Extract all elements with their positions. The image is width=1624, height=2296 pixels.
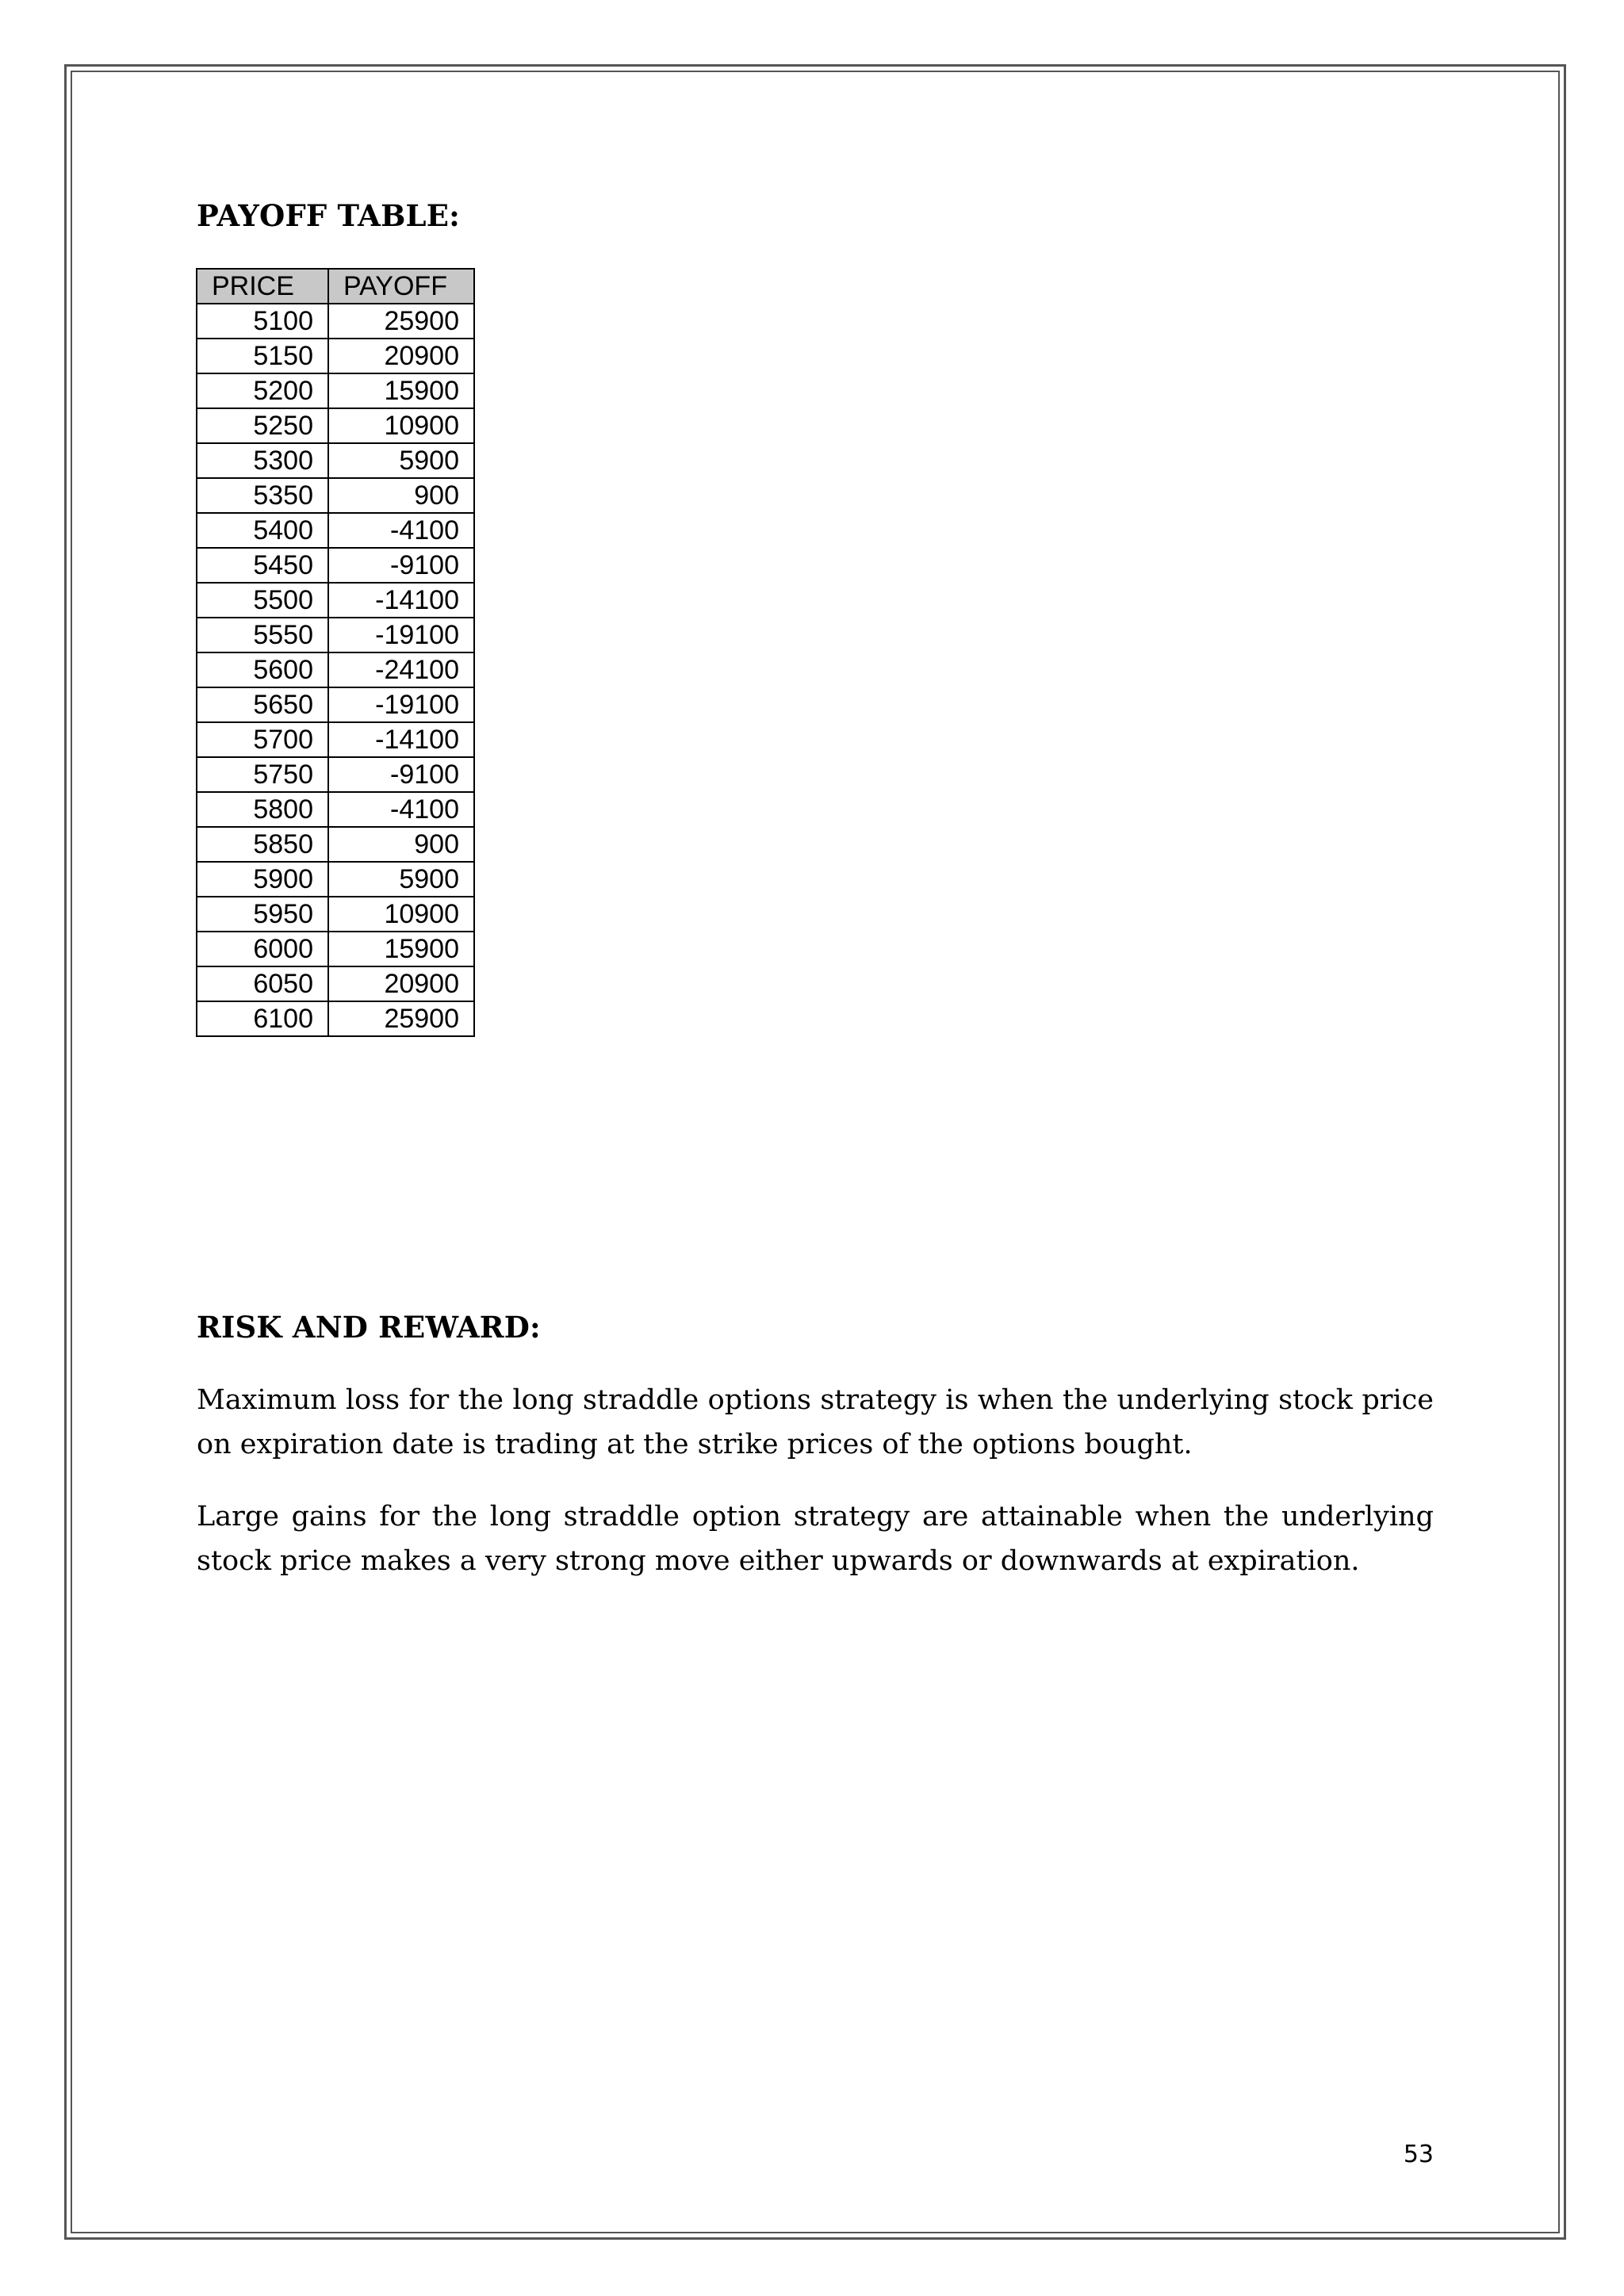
table-row xyxy=(197,548,474,583)
table-row xyxy=(197,339,474,373)
price-cell: 5900 xyxy=(197,862,328,897)
payoff-cell: -4100 xyxy=(328,513,474,548)
payoff-table-body xyxy=(197,304,474,1036)
table-row xyxy=(197,827,474,862)
table-row xyxy=(197,966,474,1001)
payoff-cell: 10900 xyxy=(328,408,474,443)
price-cell: 5250 xyxy=(197,408,328,443)
payoff-cell: -9100 xyxy=(328,757,474,792)
page-number: 53 xyxy=(1403,2141,1434,2168)
price-cell: 5400 xyxy=(197,513,328,548)
table-row xyxy=(197,932,474,966)
payoff-cell: 25900 xyxy=(328,1001,474,1036)
table-row xyxy=(197,897,474,932)
price-cell: 5650 xyxy=(197,687,328,722)
table-row xyxy=(197,443,474,478)
payoff-table xyxy=(196,268,475,1037)
table-header-row xyxy=(197,269,474,304)
payoff-cell: 5900 xyxy=(328,862,474,897)
large-gains-paragraph: Large gains for the long straddle option strategy are attainable when the underlying stock price makes a very strong move either upwards or downwards at expiration. xyxy=(197,1501,1434,1577)
payoff-cell: -24100 xyxy=(328,652,474,687)
payoff-cell: -19100 xyxy=(328,687,474,722)
payoff-column-header: PAYOFF xyxy=(328,269,474,304)
payoff-cell: 15900 xyxy=(328,932,474,966)
price-cell: 6050 xyxy=(197,966,328,1001)
table-row xyxy=(197,583,474,618)
payoff-cell: 20900 xyxy=(328,966,474,1001)
payoff-table-heading: PAYOFF TABLE: xyxy=(197,198,461,233)
payoff-cell: 25900 xyxy=(328,304,474,339)
price-cell: 5100 xyxy=(197,304,328,339)
price-column-header: PRICE xyxy=(197,269,328,304)
price-cell: 5950 xyxy=(197,897,328,932)
price-cell: 5450 xyxy=(197,548,328,583)
max-loss-paragraph: Maximum loss for the long straddle options strategy is when the underlying stock price on expiration date is trading at the strike prices of the options bought. xyxy=(197,1384,1434,1460)
price-cell: 5750 xyxy=(197,757,328,792)
table-row xyxy=(197,408,474,443)
table-row xyxy=(197,722,474,757)
payoff-cell: 15900 xyxy=(328,373,474,408)
price-cell: 6100 xyxy=(197,1001,328,1036)
price-cell: 5550 xyxy=(197,618,328,652)
payoff-cell: 900 xyxy=(328,827,474,862)
table-row xyxy=(197,1001,474,1036)
payoff-cell: -19100 xyxy=(328,618,474,652)
payoff-cell: -14100 xyxy=(328,722,474,757)
table-row xyxy=(197,792,474,827)
table-row xyxy=(197,513,474,548)
payoff-cell: -14100 xyxy=(328,583,474,618)
price-cell: 5850 xyxy=(197,827,328,862)
price-cell: 6000 xyxy=(197,932,328,966)
table-row xyxy=(197,618,474,652)
table-row xyxy=(197,652,474,687)
price-cell: 5350 xyxy=(197,478,328,513)
price-cell: 5300 xyxy=(197,443,328,478)
payoff-cell: 900 xyxy=(328,478,474,513)
payoff-cell: 5900 xyxy=(328,443,474,478)
risk-reward-heading: RISK AND REWARD: xyxy=(197,1310,541,1345)
payoff-cell: 10900 xyxy=(328,897,474,932)
table-row xyxy=(197,862,474,897)
price-cell: 5700 xyxy=(197,722,328,757)
payoff-cell: 20900 xyxy=(328,339,474,373)
payoff-cell: -4100 xyxy=(328,792,474,827)
table-row xyxy=(197,304,474,339)
table-row xyxy=(197,757,474,792)
table-row xyxy=(197,687,474,722)
payoff-cell: -9100 xyxy=(328,548,474,583)
table-row xyxy=(197,373,474,408)
price-cell: 5500 xyxy=(197,583,328,618)
table-row xyxy=(197,478,474,513)
price-cell: 5800 xyxy=(197,792,328,827)
price-cell: 5200 xyxy=(197,373,328,408)
price-cell: 5150 xyxy=(197,339,328,373)
price-cell: 5600 xyxy=(197,652,328,687)
